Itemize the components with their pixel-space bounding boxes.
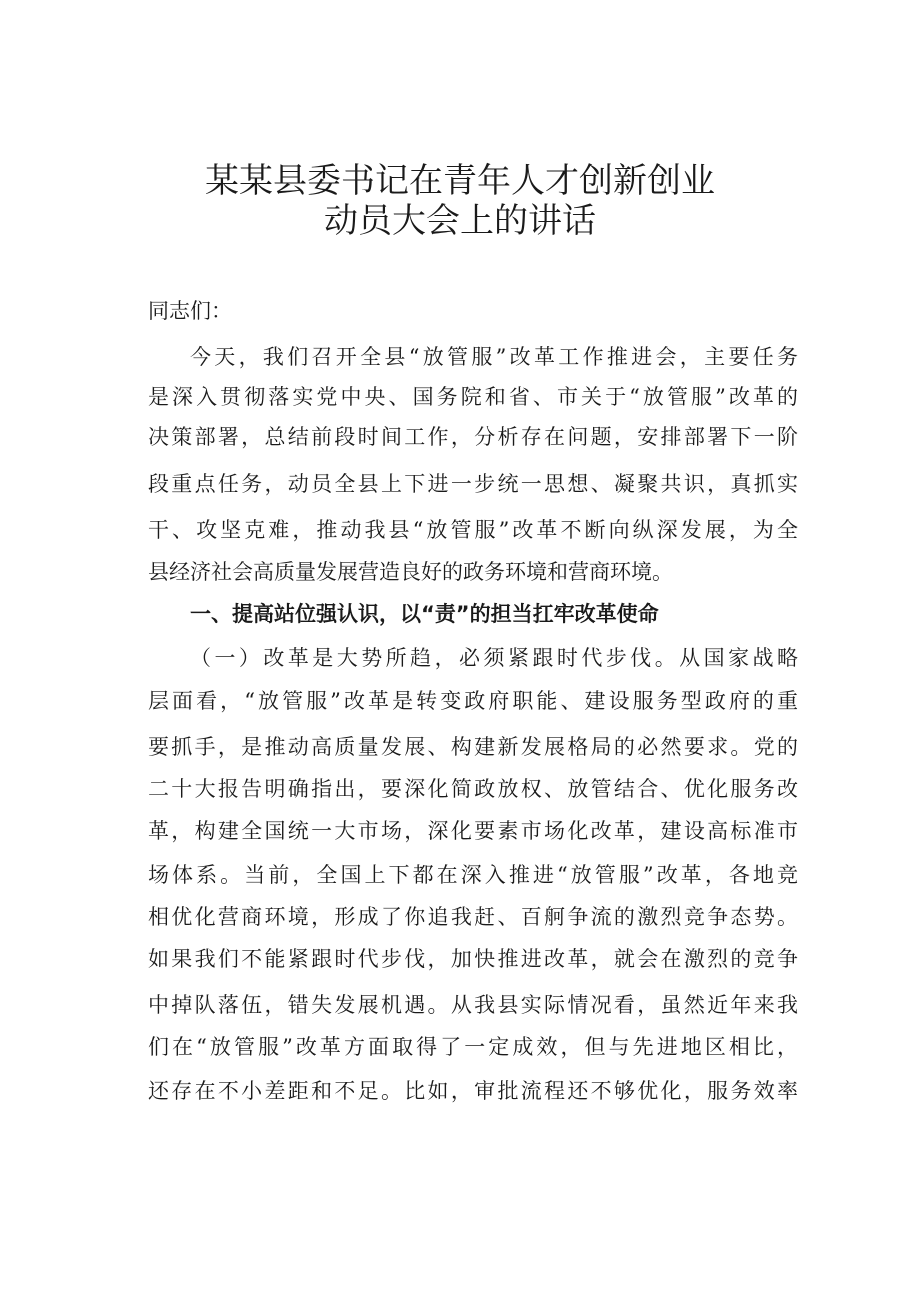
paragraph-line: 要抓手，是推动高质量发展、构建新发展格局的必然要求。党的 <box>148 735 798 759</box>
paragraph-line: 决策部署，总结前段时间工作，分析存在问题，安排部署下一阶 <box>148 425 798 449</box>
paragraph-line: 还存在不小差距和不足。比如，审批流程还不够优化，服务效率 <box>148 1079 798 1103</box>
paragraph-line: （一）改革是大势所趋，必须紧跟时代步伐。从国家战略 <box>190 646 798 670</box>
paragraph-line: 相优化营商环境，形成了你追我赶、百舸争流的激烈竞争态势。 <box>148 905 798 929</box>
paragraph-line: 今天，我们召开全县“放管服”改革工作推进会，主要任务 <box>190 345 798 369</box>
document-title-line-2: 动员大会上的讲话 <box>324 201 596 241</box>
paragraph-line: 场体系。当前，全国上下都在深入推进“放管服”改革，各地竞 <box>148 863 798 887</box>
paragraph-line: 干、攻坚克难，推动我县“放管服”改革不断向纵深发展，为全 <box>148 518 798 542</box>
paragraph-line: 是深入贯彻落实党中央、国务院和省、市关于“放管服”改革的 <box>148 385 798 409</box>
paragraph-line: 县经济社会高质量发展营造良好的政务环境和营商环境。 <box>148 560 673 584</box>
paragraph-line: 们在“放管服”改革方面取得了一定成效，但与先进地区相比， <box>148 1035 798 1059</box>
paragraph-line: 如果我们不能紧跟时代步伐，加快推进改革，就会在激烈的竞争 <box>148 947 798 971</box>
paragraph-line: 二十大报告明确指出，要深化简政放权、放管结合、优化服务改 <box>148 777 798 801</box>
paragraph-line: 革，构建全国统一大市场，深化要素市场化改革，建设高标准市 <box>148 819 798 843</box>
paragraph-line: 中掉队落伍，错失发展机遇。从我县实际情况看，虽然近年来我 <box>148 993 798 1017</box>
section-heading-1: 一、提高站位强认识，以“责”的担当扛牢改革使命 <box>190 602 659 626</box>
paragraph-line: 层面看，“放管服”改革是转变政府职能、建设服务型政府的重 <box>148 689 798 713</box>
paragraph-line: 段重点任务，动员全县上下进一步统一思想、凝聚共识，真抓实 <box>148 472 798 496</box>
document-title-line-1: 某某县委书记在青年人才创新创业 <box>205 161 715 201</box>
salutation: 同志们： <box>148 299 232 323</box>
